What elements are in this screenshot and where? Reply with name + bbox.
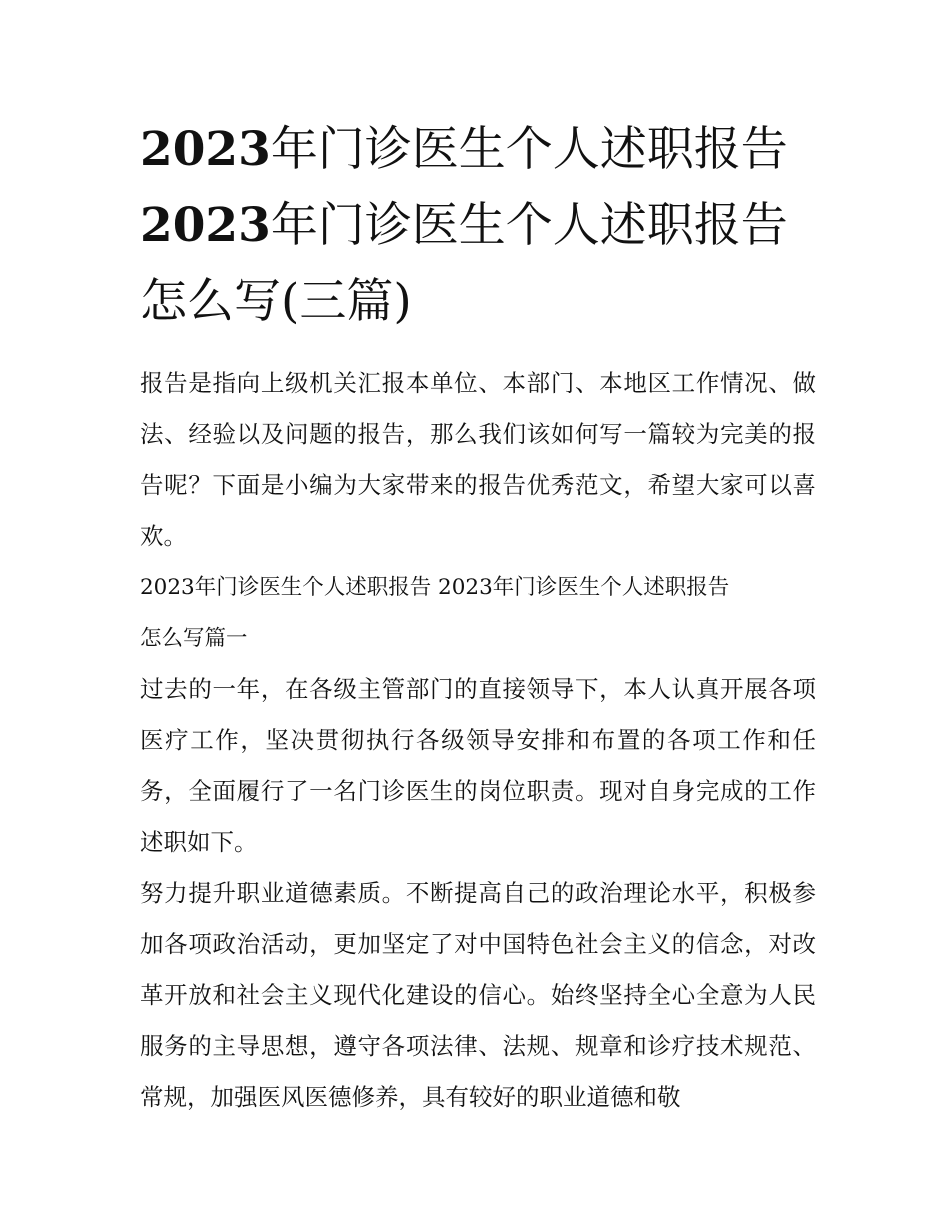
title-line-1: 2023年门诊医生个人述职报告 [140,122,788,177]
title-line-1-rest: 年门诊医生个人述职报告 [270,122,788,177]
intro-paragraph: 报告是指向上级机关汇报本单位、本部门、本地区工作情况、做法、经验以及问题的报告，那么我们该如何写一篇较为完美的报告呢？下面是小编为大家带来的报告优秀范文，希望大家可以喜欢。 [140,369,816,550]
body-paragraph-1: 过去的一年，在各级主管部门的直接领导下，本人认真开展各项医疗工作，坚决贯彻执行各级领导安排和布置的各项工作和任务，全面履行了一名门诊医生的岗位职责。现对自身完成的工作述职如下。 [140,675,816,856]
document-page [140,112,816,1123]
body-paragraph-2: 努力提升职业道德素质。不断提高自己的政治理论水平，积极参加各项政治活动，更加坚定了对中国特色社会主义的信念，对改革开放和社会主义现代化建设的信心。始终坚持全心全意为人民服务的主导思想，遵守各项法律、法规、规章和诊疗技术规范、常规，加强医风医德修养，具有较好的职业道德和敬 [140,879,816,1111]
document-title [140,112,816,340]
section-heading-line-2: 怎么写篇一 [140,626,248,651]
title-line-3: 怎么写(三篇) [140,274,412,329]
section-heading-line-1: 2023年门诊医生个人述职报告 2023年门诊医生个人述职报告 [140,575,730,600]
title-line-2-rest: 年门诊医生个人述职报告 [270,198,788,253]
title-line-2: 2023年门诊医生个人述职报告 [140,198,788,253]
